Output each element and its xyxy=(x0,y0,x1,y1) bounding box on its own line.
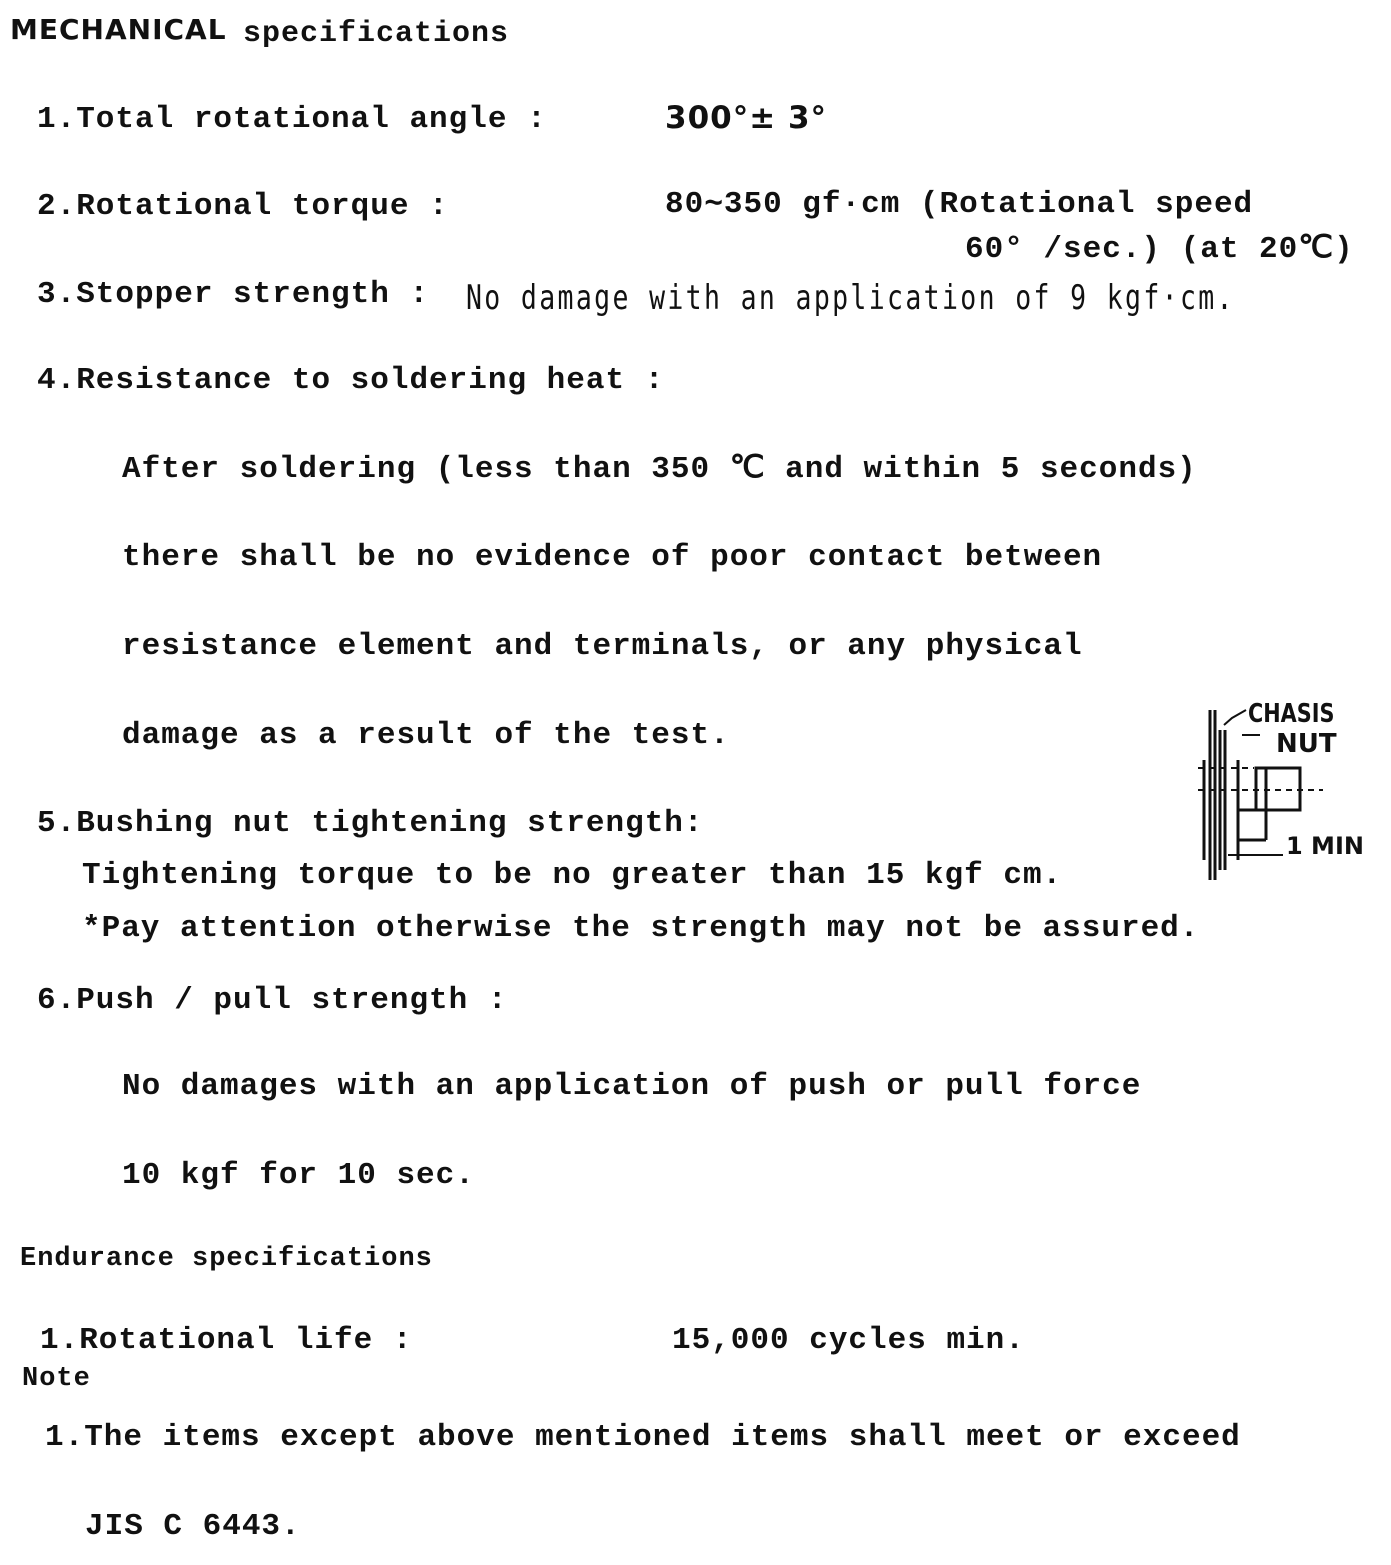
note-line-2: JIS C 6443. xyxy=(85,1509,301,1544)
spec-label-bushing-nut: 5.Bushing nut tightening strength: xyxy=(37,806,704,841)
spec-label-rotational-life: 1.Rotational life : xyxy=(40,1323,413,1358)
soldering-line-3: resistance element and terminals, or any physical xyxy=(122,629,1083,664)
soldering-line-2: there shall be no evidence of poor contact between xyxy=(122,540,1103,575)
spec-value-rotational-life: 15,000 cycles min. xyxy=(672,1323,1025,1358)
note-heading: Note xyxy=(22,1364,91,1394)
push-pull-line-1: No damages with an application of push or pull force xyxy=(122,1069,1142,1104)
diagram-label-min: 1 MIN xyxy=(1286,832,1364,860)
spec-label-total-rotational-angle: 1.Total rotational angle : xyxy=(37,102,547,137)
mechanical-heading-a: MECHANICAL xyxy=(10,13,227,46)
spec-label-rotational-torque: 2.Rotational torque : xyxy=(37,189,449,224)
mechanical-heading-b: specifications xyxy=(243,17,510,51)
spec-value-total-rotational-angle: 300°± 3° xyxy=(665,100,828,136)
soldering-line-1: After soldering (less than 350 ℃ and within 5 seconds) xyxy=(122,452,1197,487)
spec-label-soldering-heat: 4.Resistance to soldering heat : xyxy=(37,363,665,398)
push-pull-line-2: 10 kgf for 10 sec. xyxy=(122,1158,475,1193)
bushing-nut-diagram xyxy=(1198,690,1378,890)
diagram-label-chasis: CHASIS xyxy=(1248,697,1335,729)
spec-label-stopper-strength: 3.Stopper strength : xyxy=(37,277,430,312)
spec-value-rotational-torque: 80∼350 gf·cm (Rotational speed xyxy=(665,187,1254,222)
spec-value-stopper-strength: No damage with an application of 9 kgf·cm. xyxy=(466,278,1235,318)
spec-label-push-pull: 6.Push / pull strength : xyxy=(37,983,508,1018)
endurance-heading: Endurance specifications xyxy=(20,1244,433,1274)
diagram-label-nut: NUT xyxy=(1276,729,1337,759)
note-line-1: 1.The items except above mentioned items shall meet or exceed xyxy=(45,1420,1241,1455)
bushing-line-1: Tightening torque to be no greater than 15 kgf cm. xyxy=(82,858,1063,893)
soldering-line-4: damage as a result of the test. xyxy=(122,718,730,753)
bushing-line-2: *Pay attention otherwise the strength may not be assured. xyxy=(82,911,1200,946)
spec-value-rotational-torque-cont: 60° /sec.) (at 20℃) xyxy=(965,232,1354,267)
